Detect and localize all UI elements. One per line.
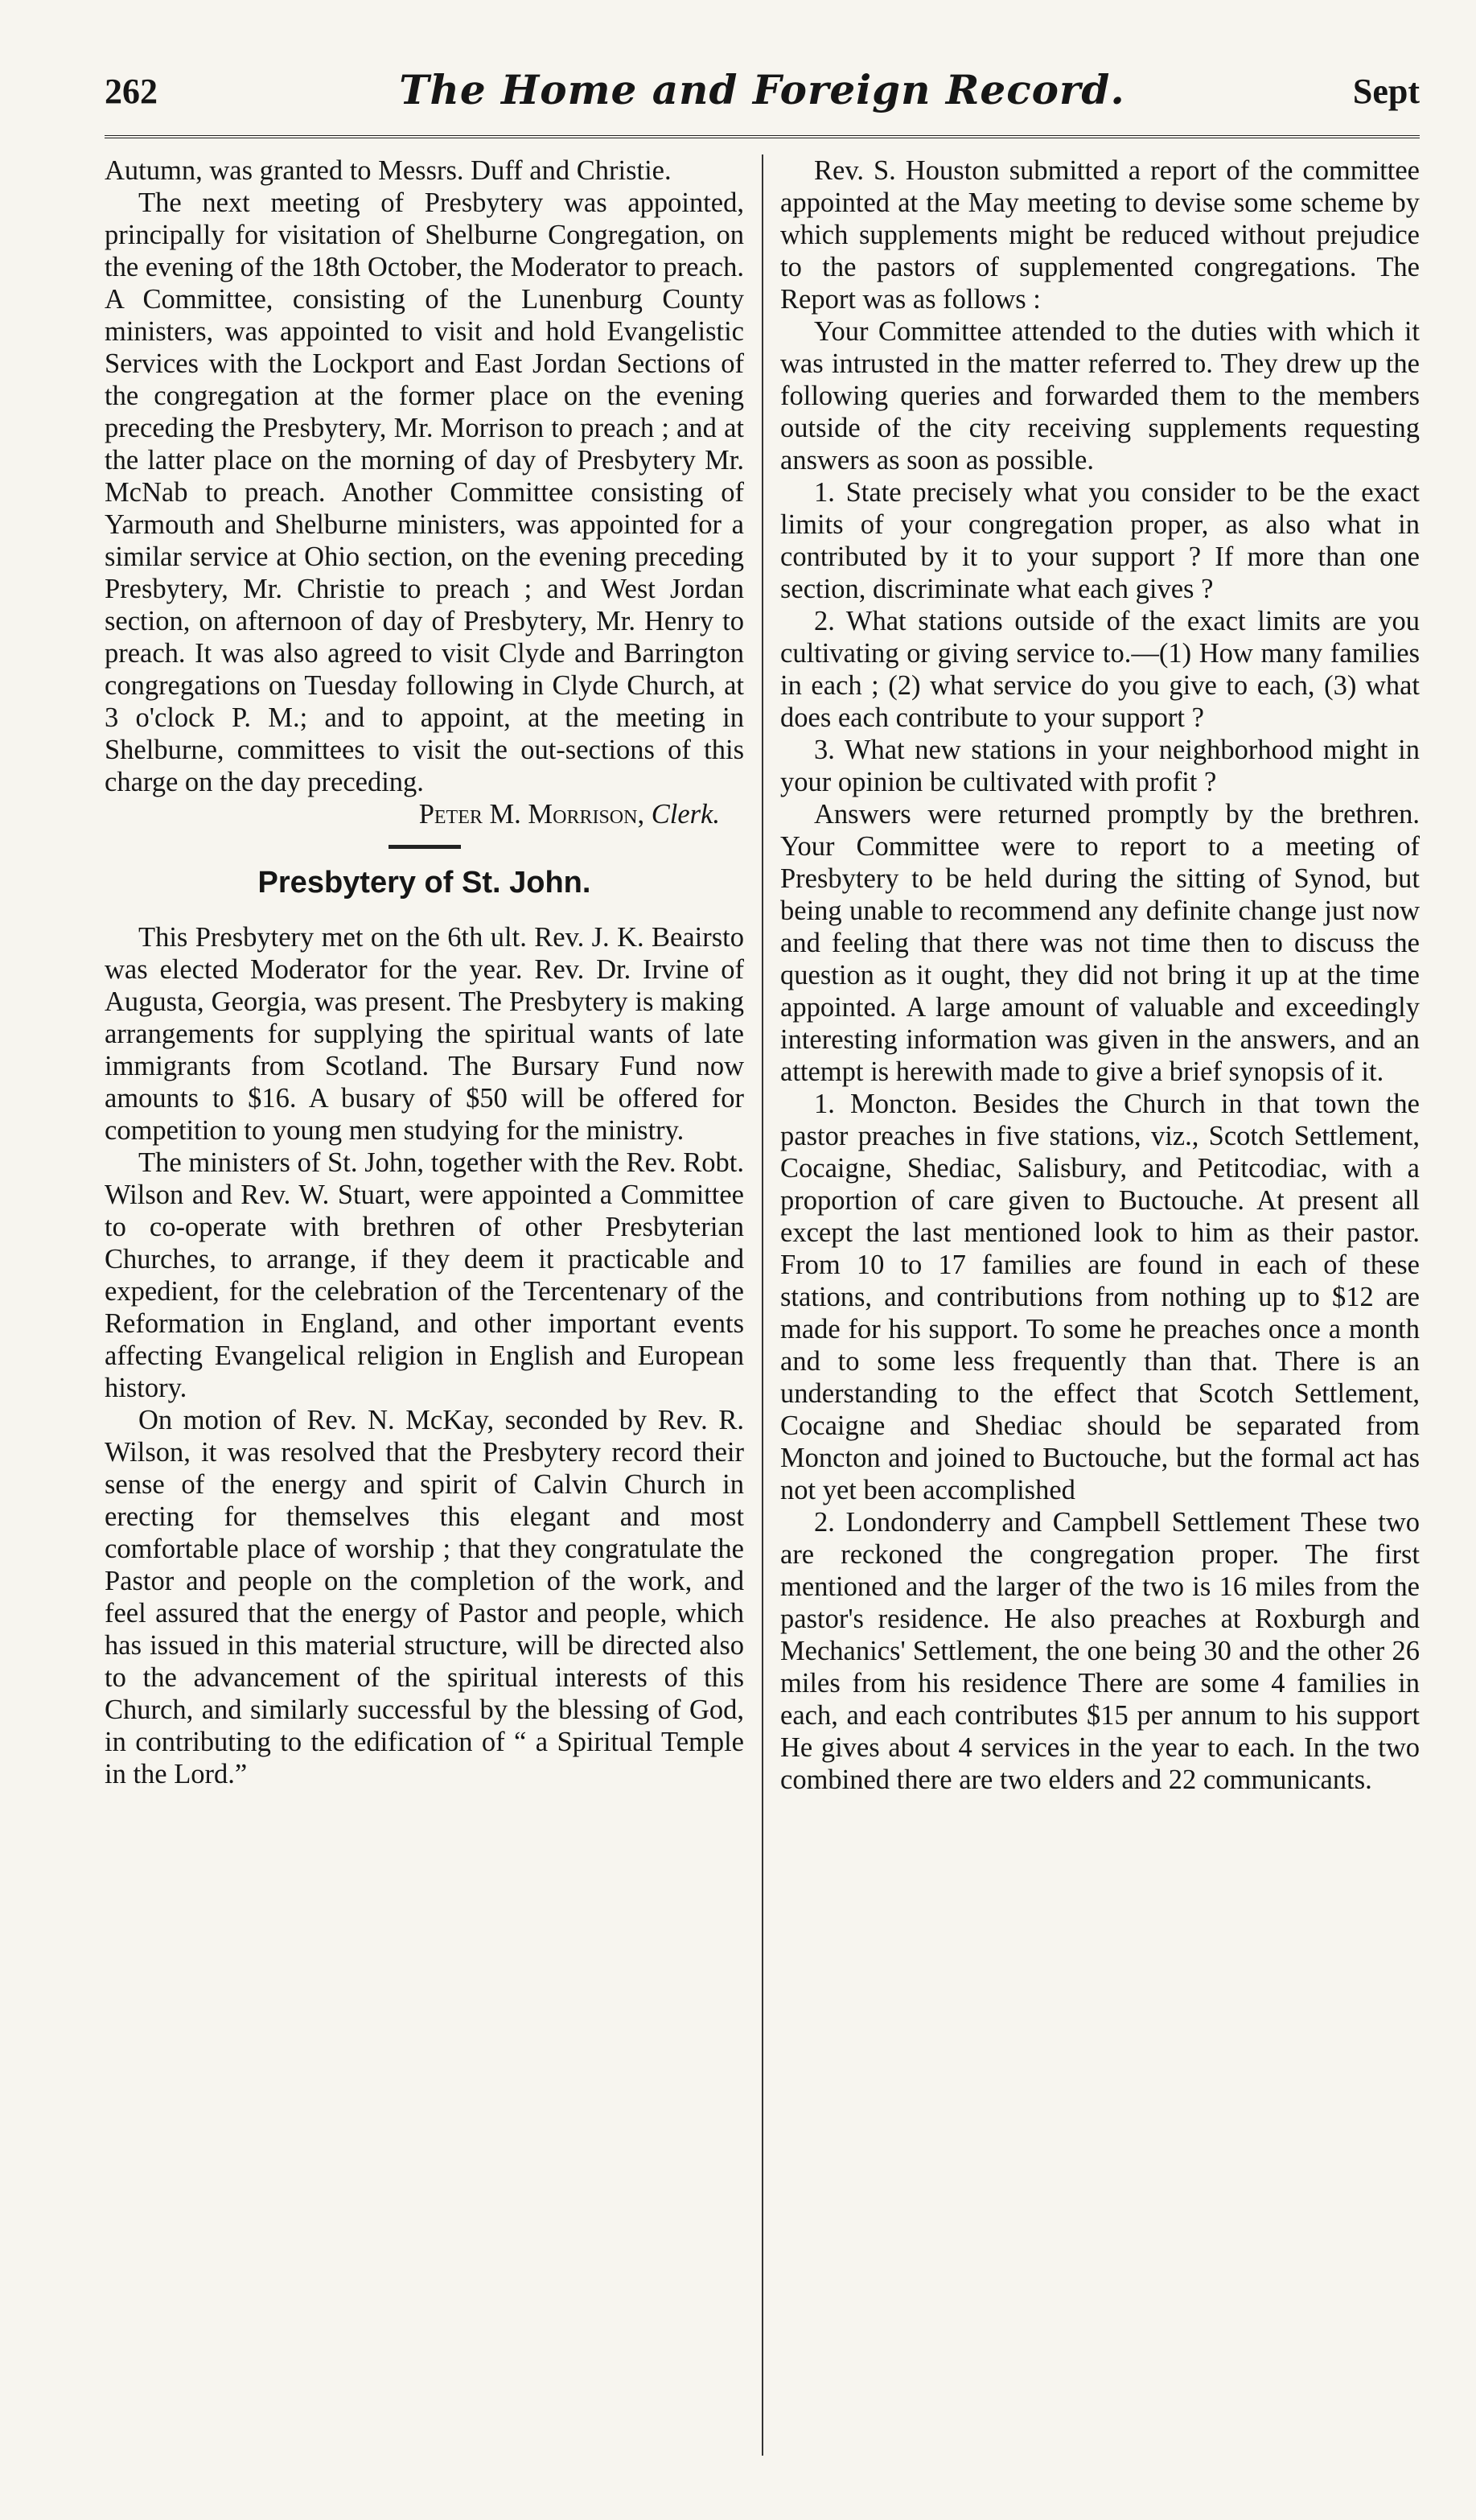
paragraph: On motion of Rev. N. McKay, seconded by Rev. R. Wilson, it was resolved that the Presbytery record their sense of the energy and spirit of Calvin Church in erecting for themselves this elegant and most comfortable place of worship ; that they congratulate the Pastor and people on the completion of the work, and feel assured that the energy of Pastor and people, which has issued in this material structure, will be directed also to the advancement of the spiritual interests of this Church, and similarly successful by the blessing of God, in contributing to the edification of “ a Spiritual Temple in the Lord.” [105, 1405, 744, 1789]
paragraph: Your Committee attended to the duties with which it was intrusted in the matter referred to. They drew up the following queries and forwarded them to the members outside of the city receiving supplements requesting answers as soon as possible. [780, 316, 1420, 476]
section-separator [389, 845, 461, 849]
paragraph: Autumn, was granted to Messrs. Duff and Christie. [105, 155, 672, 186]
column-divider [762, 154, 763, 2456]
page [105, 64, 1420, 2470]
paragraph: The ministers of St. John, together with the Rev. Robt. Wilson and Rev. W. Stuart, were appointed a Committee to co-operate with brethren of other Presbyterian Churches, to arrange, if they deem it practicable and expedient, for the celebration of the Tercentenary of the Reformation in England, and other important events affecting Evangelical religion in English and European history. [105, 1147, 744, 1403]
page-header [105, 64, 1420, 129]
paragraph: This Presbytery met on the 6th ult. Rev. J. K. Beairsto was elected Moderator for the year. Rev. Dr. Irvine of Augusta, Georgia, was present. The Presbytery is making arrangements for supplying the spiritual wants of late immigrants from Scotland. The Bursary Fund now amounts to $16. A busary of $50 will be offered for competition to young men studying for the ministry. [105, 922, 744, 1146]
paragraph: Rev. S. Houston submitted a report of the committee appointed at the May meeting to devise some scheme by which supplements might be reduced without prejudice to the pastors of supplemented congregations. The Report was as follows : [780, 155, 1420, 315]
left-column [105, 154, 744, 2464]
right-column [780, 154, 1420, 2464]
running-title: The Home and Foreign Record. [399, 66, 1125, 113]
clerk-signature [105, 798, 744, 830]
paragraph: 3. What new stations in your neighborhood might in your opinion be cultivated with profit ? [780, 735, 1420, 797]
page-number: 262 [105, 72, 158, 111]
header-rule [105, 135, 1420, 138]
paragraph: 1. State precisely what you consider to be the exact limits of your congregation proper, as also what in contributed by it to your support ? If more than one section, discriminate what each gives ? [780, 477, 1420, 604]
running-month: Sept [1352, 72, 1420, 111]
paragraph: Answers were returned promptly by the brethren. Your Committee were to report to a meeting of Presbytery to be held during the sitting of Synod, but being unable to recommend any definite change just now and feeling that there was not time then to discuss the question as it ought, they did not bring it up at the time appointed. A large amount of valuable and exceedingly interesting information was given in the answers, and an attempt is herewith made to give a brief synopsis of it. [780, 799, 1420, 1087]
paragraph: 2. Londonderry and Campbell Settlement These two are reckoned the congregation proper. The first mentioned and the larger of the two is 16 miles from the pastor's residence. He also preaches at Roxburgh and Mechanics' Settlement, the one being 30 and the other 26 miles from his residence There are some 4 families in each, and each contributes $15 per annum to his support He gives about 4 services in the year to each. In the two combined there are two elders and 22 communicants. [780, 1507, 1420, 1795]
paragraph: 2. What stations outside of the exact limits are you cultivating or giving service to.—(1) How many families in each ; (2) what service do you give to each, (3) what does each contribute to your support ? [780, 606, 1420, 733]
paragraph: 1. Moncton. Besides the Church in that town the pastor preaches in five stations, viz., Scotch Settlement, Cocaigne, Shediac, Salisbury, and Petitcodiac, with a proportion of care given to Buctouche. At present all except the last mentioned look to him as their pastor. From 10 to 17 families are found in each of these stations, and contributions from nothing up to $12 are made for his support. To some he preaches once a month and to some less frequently than that. There is an understanding to the effect that Scotch Settlement, Cocaigne and Shediac should be separated from Moncton and joined to Buctouche, but the formal act has not yet been accomplished [780, 1089, 1420, 1505]
signature-name: Peter M. Morrison, [418, 799, 645, 830]
paragraph: The next meeting of Presbytery was appointed, principally for visitation of Shelburne Congregation, on the evening of the 18th October, the Moderator to preach. A Committee, consisting of the Lunenburg County ministers, was appointed to visit and hold Evangelistic Services with the Lockport and East Jordan Sections of the congregation at the former place on the evening preceding the Presbytery, Mr. Morrison to preach ; and at the latter place on the morning of day of Presbytery Mr. McNab to preach. Another Committee consisting of Yarmouth and Shelburne ministers, was appointed for a similar service at Ohio section, on the evening preceding Presbytery, Mr. Christie to preach ; and West Jordan section, on afternoon of day of Presbytery, Mr. Henry to preach. It was also agreed to visit Clyde and Barrington congregations on Tuesday following in Clyde Church, at 3 o'clock P. M.; and to appoint, at the meeting in Shelburne, committees to visit the out-sections of this charge on the day preceding. [105, 187, 744, 797]
section-heading: Presbytery of St. John. [257, 866, 591, 900]
signature-title: Clerk. [651, 799, 720, 830]
